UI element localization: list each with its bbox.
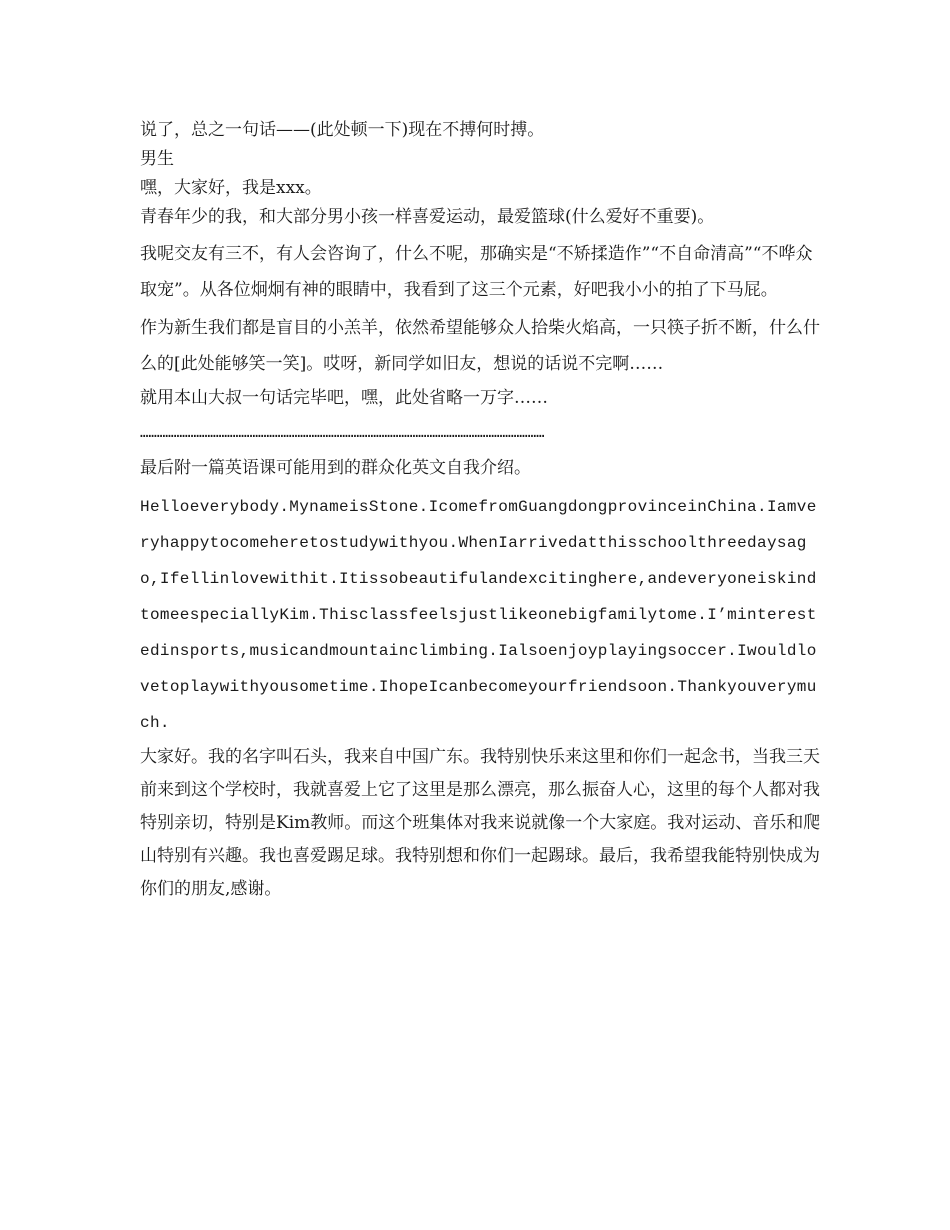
text-line: 青春年少的我，和大部分男小孩一样喜爱运动，最爱篮球(什么爱好不重要)。	[140, 207, 715, 227]
document-body	[140, 116, 824, 906]
text-line: 说了，总之一句话——(此处顿一下)现在不搏何时搏。	[140, 120, 545, 140]
text-line: 嘿，大家好，我是xxx。	[140, 178, 322, 198]
chinese-translation: 大家好。我的名字叫石头，我来自中国广东。我特别快乐来这里和你们一起念书，当我三天前来到这个学校时，我就喜爱上它了这里是那么漂亮，那么振奋人心，这里的每个人都对我特别亲切，特别是Kim教师。而这个班集体对我来说就像一个大家庭。我对运动、音乐和爬山特别有兴趣。我也喜爱踢足球。我特别想和你们一起踢球。最后，我希望我能特别快成为你们的朋友,感谢。	[140, 747, 821, 899]
text-line-ending: 就用本山大叔一句话完毕吧，嘿，此处省略一万字……	[140, 388, 548, 408]
paragraph-newbie: 作为新生我们都是盲目的小羔羊，依然希望能够众人拾柴火焰高，一只筷子折不断，什么什么的[此处能够笑一笑]。哎呀，新同学如旧友，想说的话说不完啊……	[140, 318, 820, 374]
ellipsis-divider: ………………………………………………………………………………………………………………………………	[140, 425, 545, 441]
paragraph-friends: 我呢交友有三不，有人会咨询了，什么不呢，那确实是“不矫揉造作”“不自命清高”“不哗众取宠”。从各位炯炯有神的眼睛中，我看到了这三个元素，好吧我小小的拍了下马屁。	[140, 244, 813, 300]
intro-line: 最后附一篇英语课可能用到的群众化英文自我介绍。	[140, 458, 531, 478]
section-heading-male: 男生	[140, 149, 174, 169]
english-self-introduction: Helloeverybody.MynameisStone.IcomefromGuangdongprovinceinChina.Iamveryhappytocomeheretostudywithyou.WhenIarrivedatthisschoolthreedaysago,Ifellinlovewithit.Itissobeautifulandexcitinghere,andeveryoneiskindtomeespeciallyKim.Thisclassfeelsjustlikeonebigfamilytome.I’minterestedinsports,musicandmountainclimbing.Ialsoenjoyplayingsoccer.Iwouldlovetoplaywithyousometime.IhopeIcanbecomeyourfriendsoon.Thankyouverymuch.	[140, 498, 817, 732]
